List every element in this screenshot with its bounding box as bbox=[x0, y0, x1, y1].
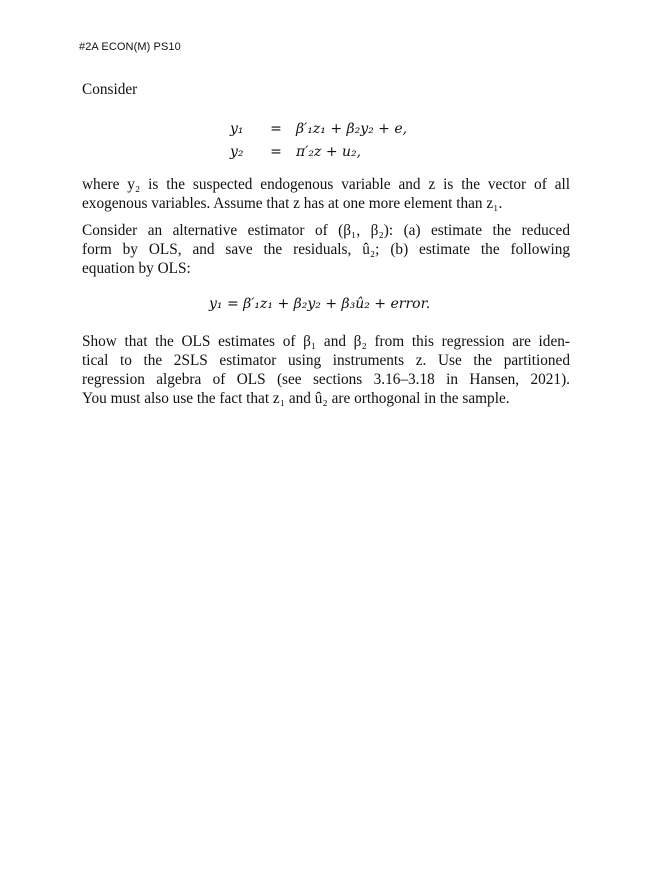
paragraph-2 bbox=[82, 221, 570, 278]
page-header: #2A ECON(M) PS10 bbox=[79, 41, 181, 53]
paragraph-2-line-2: form by OLS, and save the residuals, û₂; (b) estimate the following bbox=[82, 241, 570, 258]
equation-2-rhs: π′₂z + u₂, bbox=[296, 144, 362, 160]
equation-row-2 bbox=[230, 141, 407, 164]
equation-1-lhs: y₁ bbox=[230, 121, 244, 137]
equation-1-equals: = bbox=[270, 121, 282, 137]
regression-equation: y₁ = β′₁z₁ + β₂y₂ + β₃û₂ + error. bbox=[209, 296, 431, 312]
paragraph-3-line-1: Show that the OLS estimates of β₁ and β₂ from this regression are iden- bbox=[82, 333, 570, 350]
paragraph-2-line-1: Consider an alternative estimator of (β₁, β₂): (a) estimate the reduced bbox=[82, 222, 570, 239]
equation-2-lhs: y₂ bbox=[230, 144, 244, 160]
paragraph-1-line-2: exogenous variables. Assume that z has at one more element than z₁. bbox=[82, 195, 503, 212]
intro-word: Consider bbox=[82, 81, 138, 98]
paragraph-3 bbox=[82, 332, 570, 408]
equation-row-1 bbox=[230, 118, 407, 141]
paragraph-3-line-2: tical to the 2SLS estimator using instruments z. Use the partitioned bbox=[82, 352, 570, 369]
paragraph-2-line-3: equation by OLS: bbox=[82, 260, 191, 277]
paragraph-1 bbox=[82, 175, 570, 213]
paragraph-3-line-3: regression algebra of OLS (see sections 3.16–3.18 in Hansen, 2021). bbox=[82, 371, 570, 388]
equation-2-equals: = bbox=[270, 144, 282, 160]
intro-text bbox=[82, 80, 570, 99]
paragraph-3-line-4: You must also use the fact that z₁ and û₂ are orthogonal in the sample. bbox=[82, 390, 510, 407]
equation-system bbox=[230, 118, 407, 164]
equation-1-rhs: β′₁z₁ + β₂y₂ + e, bbox=[296, 121, 408, 137]
paragraph-1-line-1: where y₂ is the suspected endogenous variable and z is the vector of all bbox=[82, 176, 570, 193]
